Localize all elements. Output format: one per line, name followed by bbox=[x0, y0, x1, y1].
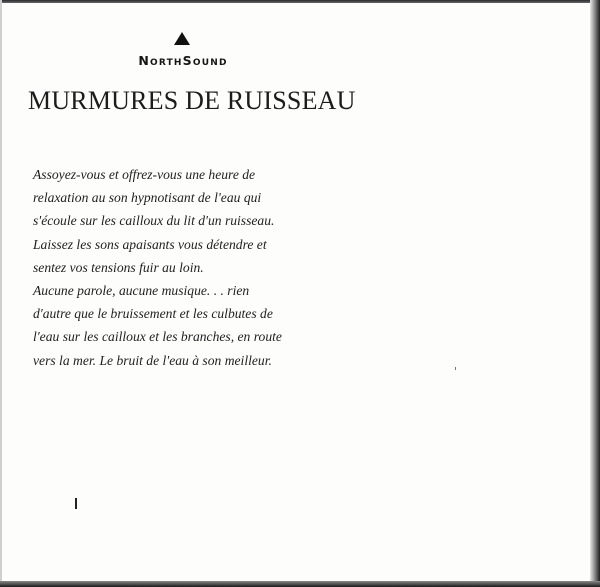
scan-speck bbox=[455, 367, 456, 370]
description-line: Aucune parole, aucune musique. . . rien bbox=[33, 283, 250, 299]
scan-edge-bottom bbox=[0, 581, 600, 587]
scan-edge-left bbox=[0, 0, 2, 587]
scan-speck bbox=[75, 498, 77, 509]
description-line: Laissez les sons apaisants vous détendre et bbox=[33, 236, 267, 252]
description-line: sentez vos tensions fuir au loin. bbox=[33, 259, 204, 275]
description-line: s'écoule sur les cailloux du lit d'un ruisseau. bbox=[33, 213, 275, 229]
scan-edge-top bbox=[0, 0, 600, 3]
scan-edge-right bbox=[590, 0, 600, 587]
description-line: l'eau sur les cailloux et les branches, en route bbox=[33, 329, 282, 345]
description-line: Assoyez-vous et offrez-vous une heure de bbox=[33, 167, 256, 182]
triangle-icon bbox=[174, 32, 190, 45]
description-line: vers la mer. Le bruit de l'eau à son meilleur. bbox=[33, 352, 272, 368]
description-line: relaxation au son hypnotisant de l'eau qui bbox=[33, 190, 262, 206]
brand-name: NorthSound bbox=[138, 53, 228, 68]
description-text bbox=[33, 163, 363, 372]
description-line: d'autre que le bruissement et les culbutes de bbox=[33, 306, 273, 322]
album-title: MURMURES DE RUISSEAU bbox=[28, 86, 356, 115]
